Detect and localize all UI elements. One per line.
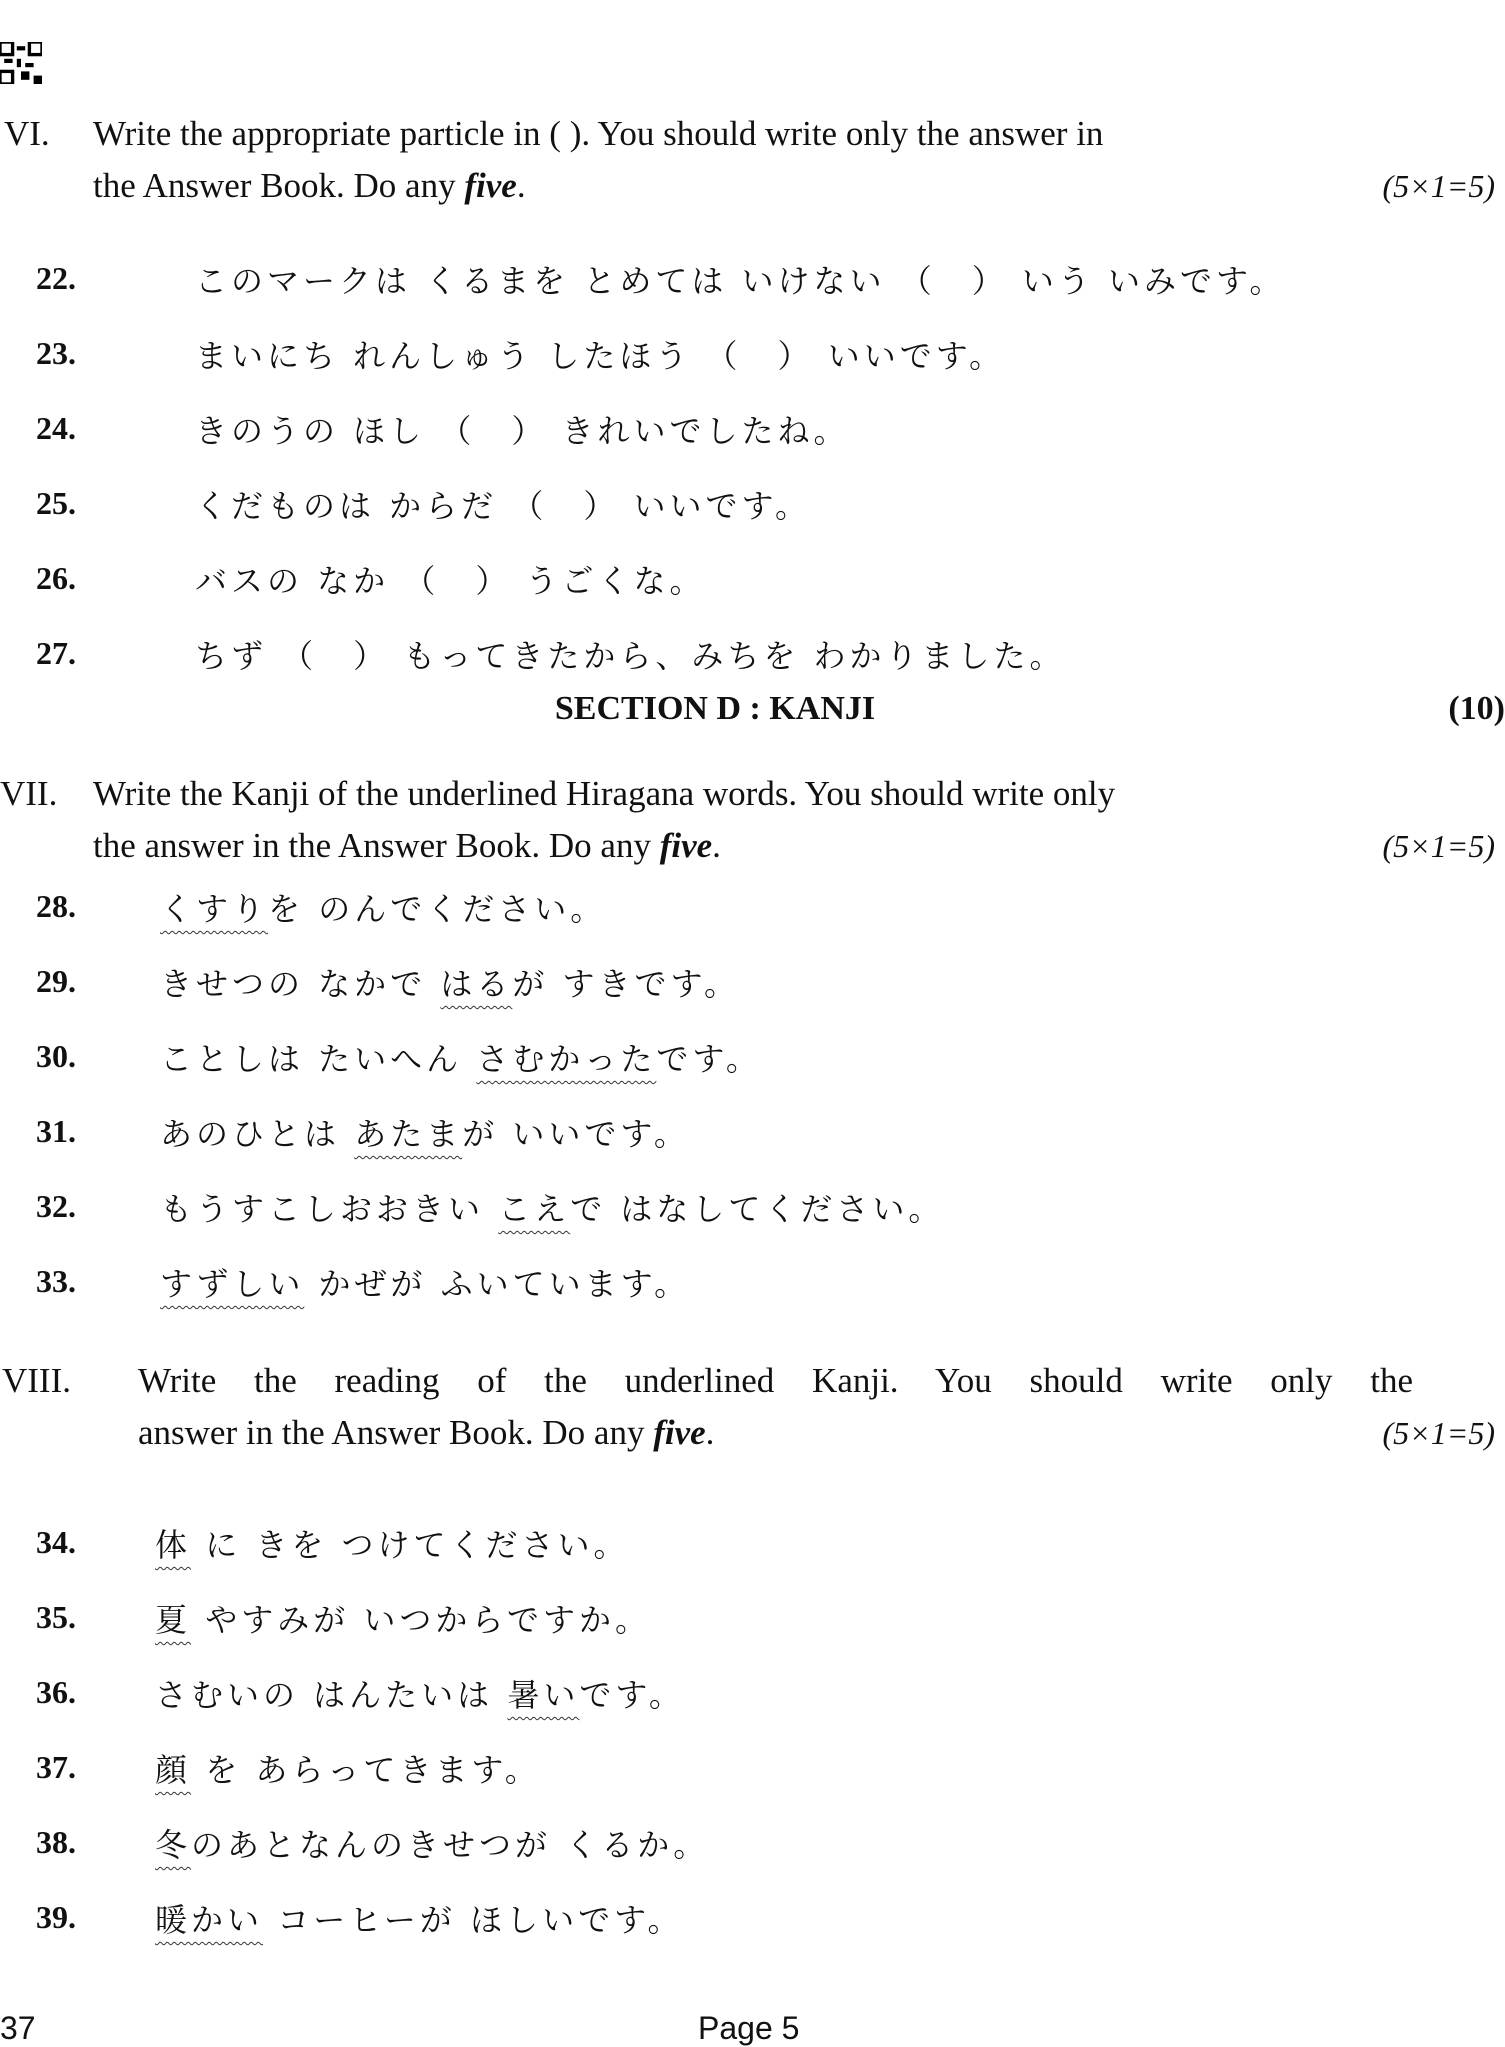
- question-sentence: [155, 1595, 651, 1641]
- question-number: 24.: [36, 410, 76, 446]
- underlined-word: 冬: [155, 1826, 192, 1864]
- sentence-part: きせつの なかで: [160, 965, 441, 1003]
- instruction-viii-line2: [138, 1407, 714, 1459]
- question-number: 35.: [36, 1599, 76, 1635]
- instruction-vii-line2: [93, 820, 721, 872]
- question-number: 27.: [36, 635, 76, 671]
- question-sentence: [155, 1820, 709, 1866]
- instruction-text: answer in the Answer Book. Do any: [138, 1413, 654, 1452]
- sentence-part: を のんでください。: [268, 890, 607, 928]
- marks-vi: (5×1=5): [1382, 168, 1495, 204]
- sentence-part: を あらってきます。: [191, 1751, 541, 1789]
- emphasis: five: [653, 1413, 706, 1452]
- instruction-text: the Answer Book. Do any: [93, 166, 465, 205]
- sentence-part: もうすこしおおきい: [160, 1190, 499, 1228]
- question-number: 34.: [36, 1524, 76, 1560]
- paper-code: 37: [0, 2010, 36, 2046]
- question-number: 39.: [36, 1899, 76, 1935]
- sentence-part: に きを つけてください。: [191, 1526, 630, 1564]
- sentence-part: のあとなんのきせつが くるか。: [191, 1826, 710, 1864]
- marks-viii: (5×1=5): [1382, 1415, 1495, 1451]
- question-sentence: このマークは くるまを とめては いけない （ ） いう いみです。: [195, 262, 1286, 300]
- question-number-vi: VI.: [4, 114, 50, 153]
- question-number: 30.: [36, 1038, 76, 1074]
- underlined-word: 顔: [155, 1751, 192, 1789]
- sentence-part: です。: [656, 1040, 762, 1078]
- question-sentence: [155, 1520, 630, 1566]
- sentence-part: が すきです。: [512, 965, 740, 1003]
- question-number-viii: VIII.: [2, 1361, 71, 1400]
- sentence-part: コーヒーが ほしいです。: [263, 1901, 684, 1939]
- question-number: 32.: [36, 1188, 76, 1224]
- section-title: SECTION D : KANJI: [554, 690, 876, 727]
- question-number: 23.: [36, 335, 76, 371]
- question-sentence: ちず （ ） もってきたから、みちを わかりました。: [195, 637, 1066, 675]
- emphasis: five: [464, 166, 517, 205]
- question-sentence: [160, 884, 606, 930]
- underlined-word: はる: [440, 965, 513, 1003]
- question-number: 25.: [36, 485, 76, 521]
- question-number: 22.: [36, 260, 76, 296]
- instruction-text: .: [516, 166, 526, 205]
- question-sentence: [160, 1034, 762, 1080]
- question-sentence: [160, 1259, 690, 1305]
- underlined-word: 暖かい: [155, 1901, 264, 1939]
- question-number: 26.: [36, 560, 76, 596]
- sentence-part: あのひとは: [160, 1115, 355, 1153]
- instruction-text: the answer in the Answer Book. Do any: [93, 826, 660, 865]
- question-number: 36.: [36, 1674, 76, 1710]
- sentence-part: やすみが いつからですか。: [191, 1601, 652, 1639]
- underlined-word: くすり: [160, 890, 269, 928]
- emphasis: five: [659, 826, 713, 865]
- underlined-word: さむかった: [476, 1040, 657, 1078]
- question-sentence: まいにち れんしゅう したほう （ ） いいです。: [195, 337, 1006, 375]
- marks-vii: (5×1=5): [1382, 828, 1495, 864]
- instruction-text: .: [705, 1413, 715, 1452]
- instruction-vii-line1: Write the Kanji of the underlined Hiragana words. You should write only: [93, 774, 1116, 813]
- underlined-word: 体: [155, 1526, 192, 1564]
- question-sentence: [160, 1109, 690, 1155]
- question-sentence: きのうの ほし （ ） きれいでしたね。: [195, 412, 850, 450]
- underlined-word: こえ: [498, 1190, 571, 1228]
- question-sentence: [160, 1184, 944, 1230]
- question-number: 37.: [36, 1749, 76, 1785]
- sentence-part: さむいの はんたいは: [155, 1676, 508, 1714]
- qr-code-icon: [0, 42, 42, 84]
- underlined-word: 夏: [155, 1601, 192, 1639]
- sentence-part: ことしは たいへん: [160, 1040, 477, 1078]
- question-number: 33.: [36, 1263, 76, 1299]
- sentence-part: かぜが ふいています。: [304, 1265, 691, 1303]
- question-number: 29.: [36, 963, 76, 999]
- question-sentence: [155, 1670, 685, 1716]
- question-number-vii: VII.: [0, 774, 58, 813]
- question-sentence: くだものは からだ （ ） いいです。: [195, 487, 811, 525]
- section-marks: (10): [1448, 690, 1505, 727]
- sentence-part: が いいです。: [462, 1115, 690, 1153]
- instruction-vi-line2: [93, 160, 526, 212]
- page-number: Page 5: [698, 2010, 800, 2046]
- question-sentence: [160, 959, 740, 1005]
- sentence-part: です。: [579, 1676, 685, 1714]
- instruction-vi-line1: Write the appropriate particle in ( ). You should write only the answer in: [93, 114, 1104, 153]
- question-number: 38.: [36, 1824, 76, 1860]
- question-number: 31.: [36, 1113, 76, 1149]
- instruction-text: .: [712, 826, 721, 865]
- question-number: 28.: [36, 888, 76, 924]
- underlined-word: すずしい: [160, 1265, 305, 1303]
- instruction-viii-line1: Write the reading of the underlined Kanji. You should write only the: [138, 1361, 1413, 1400]
- question-sentence: [155, 1895, 684, 1941]
- sentence-part: で はなしてください。: [570, 1190, 945, 1228]
- underlined-word: あたま: [354, 1115, 463, 1153]
- question-sentence: [155, 1745, 541, 1791]
- question-sentence: バスの なか （ ） うごくな。: [195, 562, 706, 600]
- underlined-word: 暑い: [507, 1676, 580, 1714]
